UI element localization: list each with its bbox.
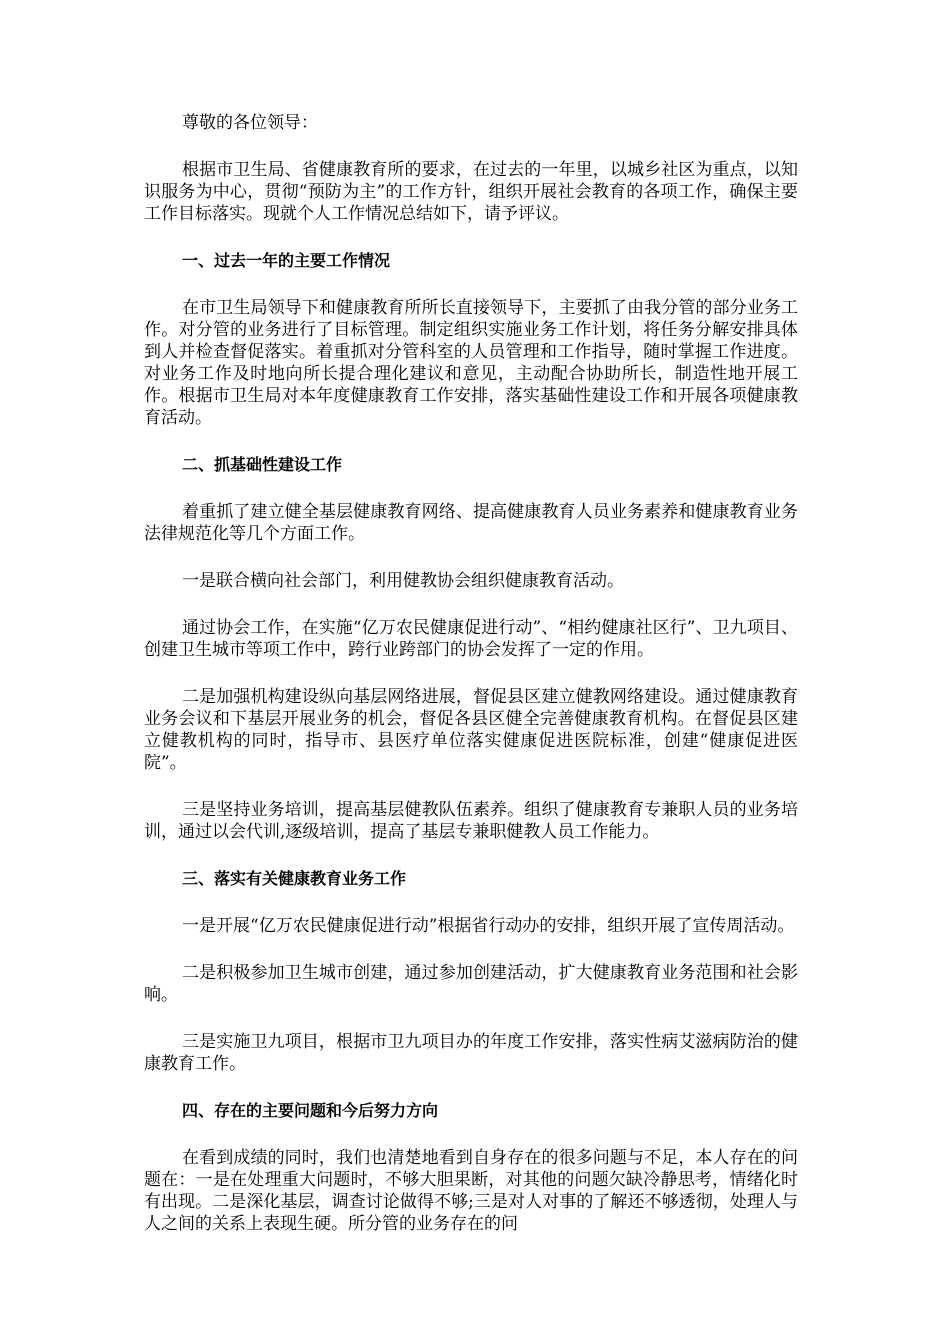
section-2-paragraph-4: 二是加强机构建设纵向基层网络进展，督促县区建立健教网络建设。通过健康教育业务会议和下基层开展业务的机会，督促各县区健全完善健康教育机构。在督促县区建立健教机构的同时，指导市、县医疗单位落实健康促进医院标准，创建“健康促进医院”。: [144, 687, 798, 773]
section-2-heading: 二、抓基础性建设工作: [182, 455, 343, 474]
section-3-paragraph-1: 一是开展“亿万农民健康促进行动”根据省行动办的安排，组织开展了宣传周活动。: [182, 916, 795, 936]
section-2-paragraph-2: 一是联合横向社会部门，利用健教协会组织健康教育活动。: [182, 571, 624, 591]
section-1-heading: 一、过去一年的主要工作情况: [182, 251, 391, 270]
section-2-paragraph-3: 通过协会工作，在实施“亿万农民健康促进行动”、“相约健康社区行”、卫九项目、创建卫生城市等项工作中，跨行业跨部门的协会发挥了一定的作用。: [144, 618, 798, 660]
section-2-paragraph-5: 三是坚持业务培训，提高基层健教队伍素养。组织了健康教育专兼职人员的业务培训，通过以会代训,逐级培训，提高了基层专兼职健教人员工作能力。: [144, 800, 798, 842]
document-body: [144, 112, 798, 1260]
section-3-paragraph-2: 二是积极参加卫生城市创建，通过参加创建活动，扩大健康教育业务范围和社会影响。: [144, 963, 798, 1005]
salutation: 尊敬的各位领导：: [182, 113, 318, 133]
section-3-paragraph-3: 三是实施卫九项目，根据市卫九项目办的年度工作安排，落实性病艾滋病防治的健康教育工作。: [144, 1032, 798, 1074]
section-2-paragraph-1: 着重抓了建立健全基层健康教育网络、提高健康教育人员业务素养和健康教育业务法律规范化等几个方面工作。: [144, 502, 798, 544]
section-4-heading: 四、存在的主要问题和今后努力方向: [182, 1101, 439, 1120]
intro-paragraph: 根据市卫生局、省健康教育所的要求，在过去的一年里，以城乡社区为重点，以知识服务为中心，贯彻“预防为主”的工作方针，组织开展社会教育的各项工作，确保主要工作目标落实。现就个人工作情况总结如下，请予评议。: [144, 160, 798, 224]
section-1-paragraph: 在市卫生局领导下和健康教育所所长直接领导下，主要抓了由我分管的部分业务工作。对分管的业务进行了目标管理。制定组织实施业务工作计划，将任务分解安排具体到人并检查督促落实。着重抓对分管科室的人员管理和工作指导，随时掌握工作进度。对业务工作及时地向所长提合理化建议和意见，主动配合协助所长，制造性地开展工作。根据市卫生局对本年度健康教育工作安排，落实基础性建设工作和开展各项健康教育活动。: [144, 298, 798, 428]
section-3-heading: 三、落实有关健康教育业务工作: [182, 869, 407, 888]
section-4-paragraph: 在看到成绩的同时，我们也清楚地看到自身存在的很多问题与不足，本人存在的问题在：一是在处理重大问题时，不够大胆果断，对其他的问题欠缺冷静思考，情绪化时有出现。二是深化基层，调查讨论做得不够;三是对人对事的了解还不够透彻，处理人与人之间的关系上表现生硬。所分管的业务存在的问: [144, 1148, 798, 1234]
